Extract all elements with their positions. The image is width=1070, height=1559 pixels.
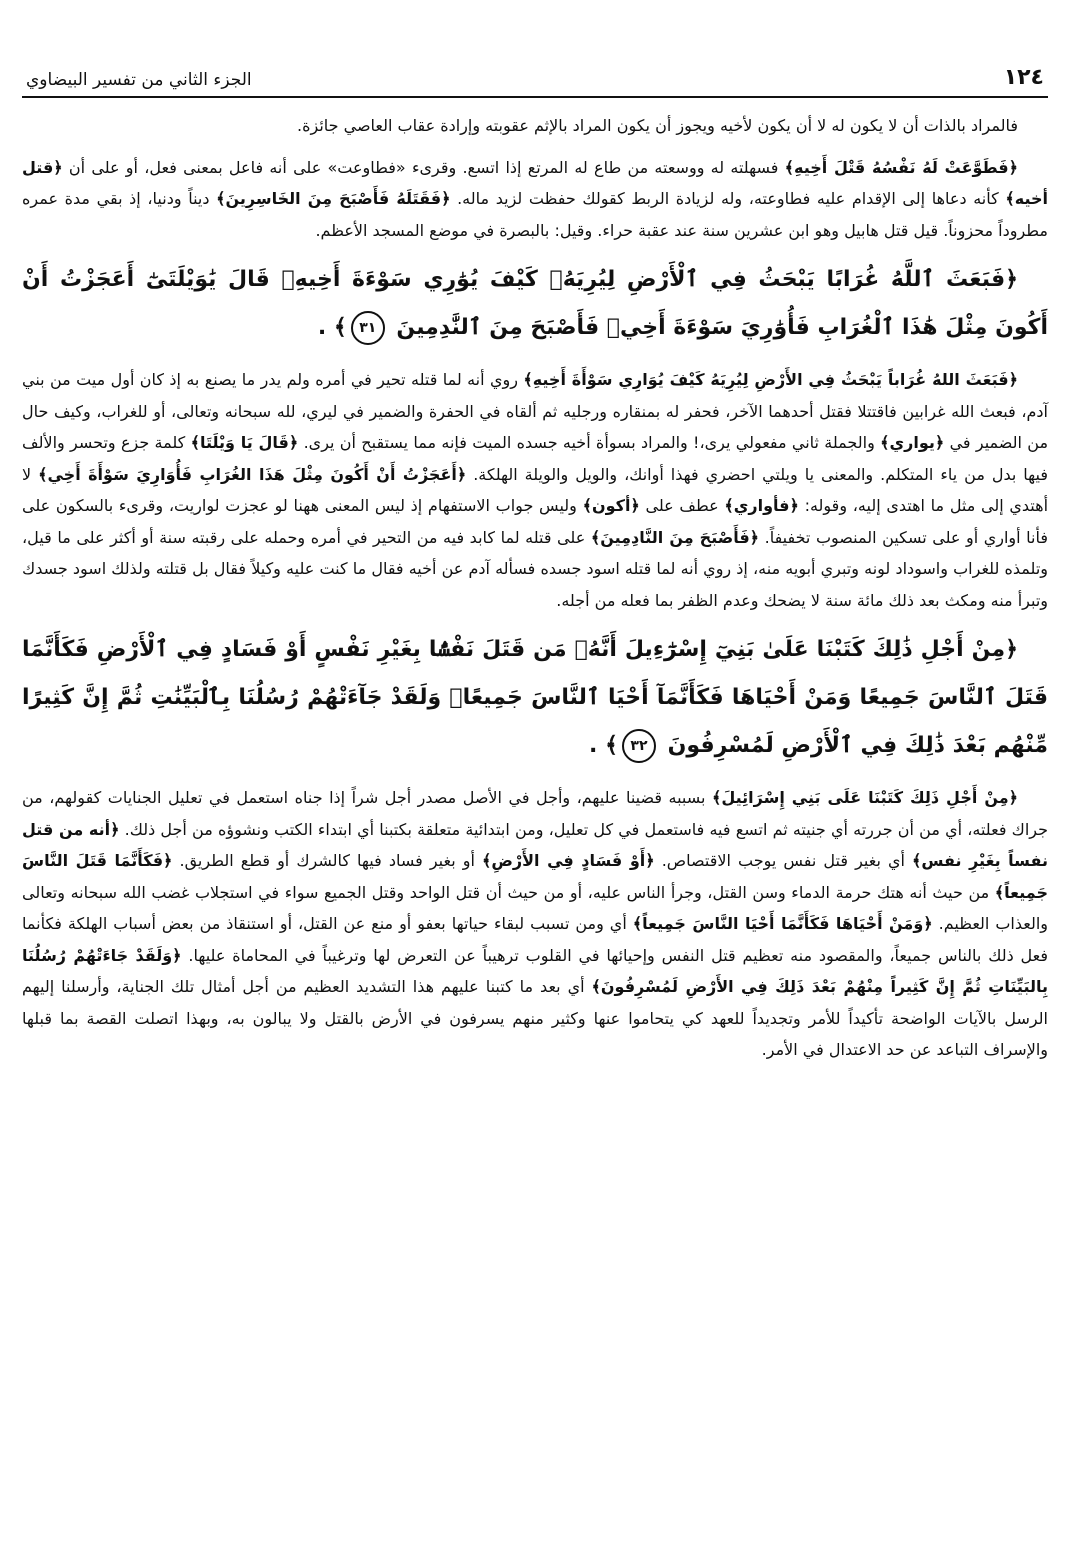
quran-quote: ﴿وَلَقَدْ جَاءَتْهُمْ رُسُلُنَا بِالبَيِّنَاتِ ثُمَّ إِنَّ كَثِيراً مِنْهُمْ بَعْدَ ذَلِكَ فِي الأَرْضِ لَمُسْرِفُونَ﴾: [22, 945, 1048, 996]
running-title: الجزء الثاني من تفسير البيضاوي: [26, 70, 252, 90]
quran-quote: ﴿فَبَعَثَ اللهُ غُرَاباً يَبْحَثُ فِي الأَرْضِ لِيُرِيَهُ كَيْفَ يُوَارِي سَوْأَةَ أَخِيهِ﴾: [523, 370, 1019, 389]
quran-quote: ﴿فَأَصْبَحَ مِنَ النَّادِمِينَ﴾: [590, 527, 760, 547]
quran-quote: ﴿أَعَجَزْتُ أَنْ أَكُونَ مِثْلَ هَذَا الغُرَابِ فَأُوَارِيَ سَوْأَةَ أَخِي﴾: [38, 464, 467, 484]
quran-quote: ﴿فأواري﴾: [724, 496, 799, 515]
commentary-text: أو بغير فساد فيها كالشرك أو قطع الطريق.: [172, 851, 482, 870]
commentary-text: فسهلته له ووسعته من طاع له المرتع إذا اتسع. وقرىء «فطاوعت» على أنه فاعل بمعنى فعل، أو على أن: [62, 157, 785, 177]
quran-quote: ﴿قتل أخيه﴾: [22, 157, 1049, 208]
page-header: [22, 56, 1048, 90]
commentary-text: والجملة ثاني مفعولي يرى،! والمراد بسوأة أخيه جسده الميت فإنه مما يستقبح أن يرى.: [298, 433, 881, 452]
quran-quote: ﴿فَكَأَنَّمَا قَتَلَ النَّاسَ جَمِيعاً﴾: [22, 851, 1048, 902]
quran-quote: ﴿فَقَتَلَهُ فَأَصْبَحَ مِنَ الخَاسِرِينَ﴾: [216, 189, 451, 208]
quran-quote: ﴿أَوْ فَسَادٍ فِي الأَرْضِ﴾: [482, 851, 655, 870]
ayah-number-marker: ٣٢: [622, 729, 656, 763]
commentary-text: بسببه قضينا عليهم، وأجل في الأصل مصدر أجل شراً إذا جناه استعمل في تعليل الجنايات كقولهم، من جراك فعلته، أي من أن جررته أي جنيته ثم اتسع فيه فاستعمل في كل تعليل، ومن ابتدائية متعلقة بكتبنا أي ابتداء الكتب ونشوؤه من أجل ذلك.: [22, 788, 1048, 839]
quran-quote: ﴿وَمَنْ أَحْيَاهَا فَكَأَنَّمَا أَحْيَا النَّاسَ جَمِيعاً﴾: [632, 914, 933, 933]
commentary-text: وليس جواب الاستفهام إذ ليس المعنى ههنا لو عجزت لواريت، وقرىء بالسكون على فأنا أواري أو على تسكين المنصوب تخفيفاً.: [22, 496, 1049, 547]
page-content: [22, 110, 1048, 1066]
commentary-text: كأنه دعاها إلى الإقدام عليه فطاوعته، وله لزيادة الربط كقولك حفظت لزيد ماله.: [450, 189, 1006, 208]
quran-quote: ﴿قَالَ يَا وَيْلَتَا﴾: [190, 433, 299, 452]
commentary-text: فالمراد بالذات أن لا يكون له لا أن يكون لأخيه ويجوز أن يكون المراد بالإثم عقوبته وإرادة عقاب العاصي جائزة.: [297, 116, 1018, 135]
commentary-text: لا أهتدي إلى مثل ما اهتدى إليه، وقوله:: [22, 464, 1049, 515]
commentary-text: ديناً ودنيا، إذ بقي مدة عمره مطروداً محزوناً. قيل قتل هابيل وهو ابن عشرين سنة عند عقبة حراء. وقيل: بالبصرة في موضع المسجد الأعظم.: [22, 189, 1048, 240]
quran-quote: ﴿أنه من قتل نفساً بِغَيْرِ نفس﴾: [22, 819, 1048, 870]
commentary-text: على قتله لما كابد فيه من التحير في أمره وحمله على رقبته سنة أو أكثر على ما قيل، وتلمذه للغراب واسوداد لونه وتبري أبويه منه، إذ روي أنه لما قتله اسود جسده فسأله آدم عن أخيه فقال ما كنت عليه وكيلاً فقال بل قتلته ولذلك اسود جسدك وتبرأ منه ومكث بعد ذلك مائة سنة لا يضحك وعدم الظفر بما فعله من أجله.: [22, 527, 1048, 610]
ayah-number-marker: ٣١: [351, 311, 385, 345]
quran-verse-block: [22, 626, 1048, 770]
commentary-text: عطف على: [639, 496, 725, 515]
commentary-text: روي أنه لما قتله تحير في أمره ولم يدر ما يصنع به إذ كان أول ميت من بني آدم، فبعث الله غرابين فاقتتلا فقتل أحدهما الآخر، فحفر له بمنقاره ورجليه ثم ألقاه في الحفرة والضمير في ليري، لله سبحانه وتعالى، أو للغراب، وكيف حال من الضمير في: [22, 370, 1049, 452]
quran-quote: ﴿يواري﴾: [880, 433, 945, 452]
verse-closing-bracket: ﴾ .: [589, 733, 618, 758]
commentary-paragraph: [22, 364, 1048, 616]
verse-closing-bracket: ﴾ .: [317, 315, 347, 340]
commentary-text: من حيث أنه هتك حرمة الدماء وسن القتل، وجرأ الناس عليه، أو من حيث أن قتل الواحد وقتل الجميع سواء في استجلاب غضب الله سبحانه وتعالى والعذاب العظيم.: [22, 882, 1048, 933]
commentary-paragraph: [22, 152, 1048, 247]
commentary-text: أي بعد ما كتبنا عليهم هذا التشديد العظيم من أجل أمثال تلك الجناية، وأرسلنا إليهم الرسل بالآيات الواضحة تأكيداً للأمر وتجديداً للعهد كي يتحاموا عنها وكثير منهم يسرفون في الأرض بالقتل ولا يبالون به، وبهذا اتصلت القصة بما قبلها والإسراف التباعد عن حد الاعتدال في الأمر.: [22, 977, 1048, 1059]
header-rule: [22, 96, 1048, 98]
commentary-text: أي ومن تسبب لبقاء حياتها بعفو أو منع عن القتل، أو استنقاذ من بعض أسباب الهلكة فكأنما فعل ذلك بالناس جميعاً، والمقصود منه تعظيم قتل النفس وإحيائها في القلوب ترهيباً عن التعرض لها وترغيباً في المحاماة عليها.: [22, 914, 1049, 965]
document-page: [22, 56, 1048, 1076]
commentary-text: كلمة جزع وتحسر والألف فيها بدل من ياء المتكلم. والمعنى يا ويلتي احضري فهذا أوانك، والويل والويلة الهلكة.: [22, 433, 1049, 484]
commentary-paragraph: [22, 110, 1048, 142]
quran-quote: ﴿أكون﴾: [582, 496, 640, 515]
verse-text: ﴿مِنْ أَجْلِ ذَٰلِكَ كَتَبْنَا عَلَىٰ بَنِيٓ إِسْرَٰٓءِيلَ أَنَّهُۥ مَن قَتَلَ نَفْسًۢا بِغَيْرِ نَفْسٍ أَوْ فَسَادٍ فِي ٱلْأَرْضِ فَكَأَنَّمَا قَتَلَ ٱلنَّاسَ جَمِيعًا وَمَنْ أَحْيَاهَا فَكَأَنَّمَآ أَحْيَا ٱلنَّاسَ جَمِيعًاۚ وَلَقَدْ جَآءَتْهُمْ رُسُلُنَا بِٱلْبَيِّنَٰتِ ثُمَّ إِنَّ كَثِيرًا مِّنْهُم بَعْدَ ذَٰلِكَ فِي ٱلْأَرْضِ لَمُسْرِفُونَ: [22, 637, 1048, 758]
commentary-paragraph: [22, 782, 1048, 1066]
commentary-text: أي بغير قتل نفس يوجب الاقتصاص.: [654, 851, 913, 870]
page-number: ١٢٤: [1003, 65, 1044, 90]
quran-quote: ﴿فَطَوَّعَتْ لَهُ نَفْسُهُ قَتْلَ أَخِيهِ﴾: [784, 157, 1018, 177]
quran-quote: ﴿مِنْ أَجْلِ ذَلِكَ كَتَبْنَا عَلَى بَنِي إِسْرَائِيلَ﴾: [711, 788, 1018, 807]
verse-text: ﴿فَبَعَثَ ٱللَّهُ غُرَابًا يَبْحَثُ فِي ٱلْأَرْضِ لِيُرِيَهُۥ كَيْفَ يُوَٰرِي سَوْءَةَ أَخِيهِۚ قَالَ يَٰوَيْلَتَىٰٓ أَعَجَزْتُ أَنْ أَكُونَ مِثْلَ هَٰذَا ٱلْغُرَابِ فَأُوَٰرِيَ سَوْءَةَ أَخِيۖ فَأَصْبَحَ مِنَ ٱلنَّٰدِمِينَ: [22, 267, 1048, 340]
quran-verse-block: [22, 256, 1048, 352]
